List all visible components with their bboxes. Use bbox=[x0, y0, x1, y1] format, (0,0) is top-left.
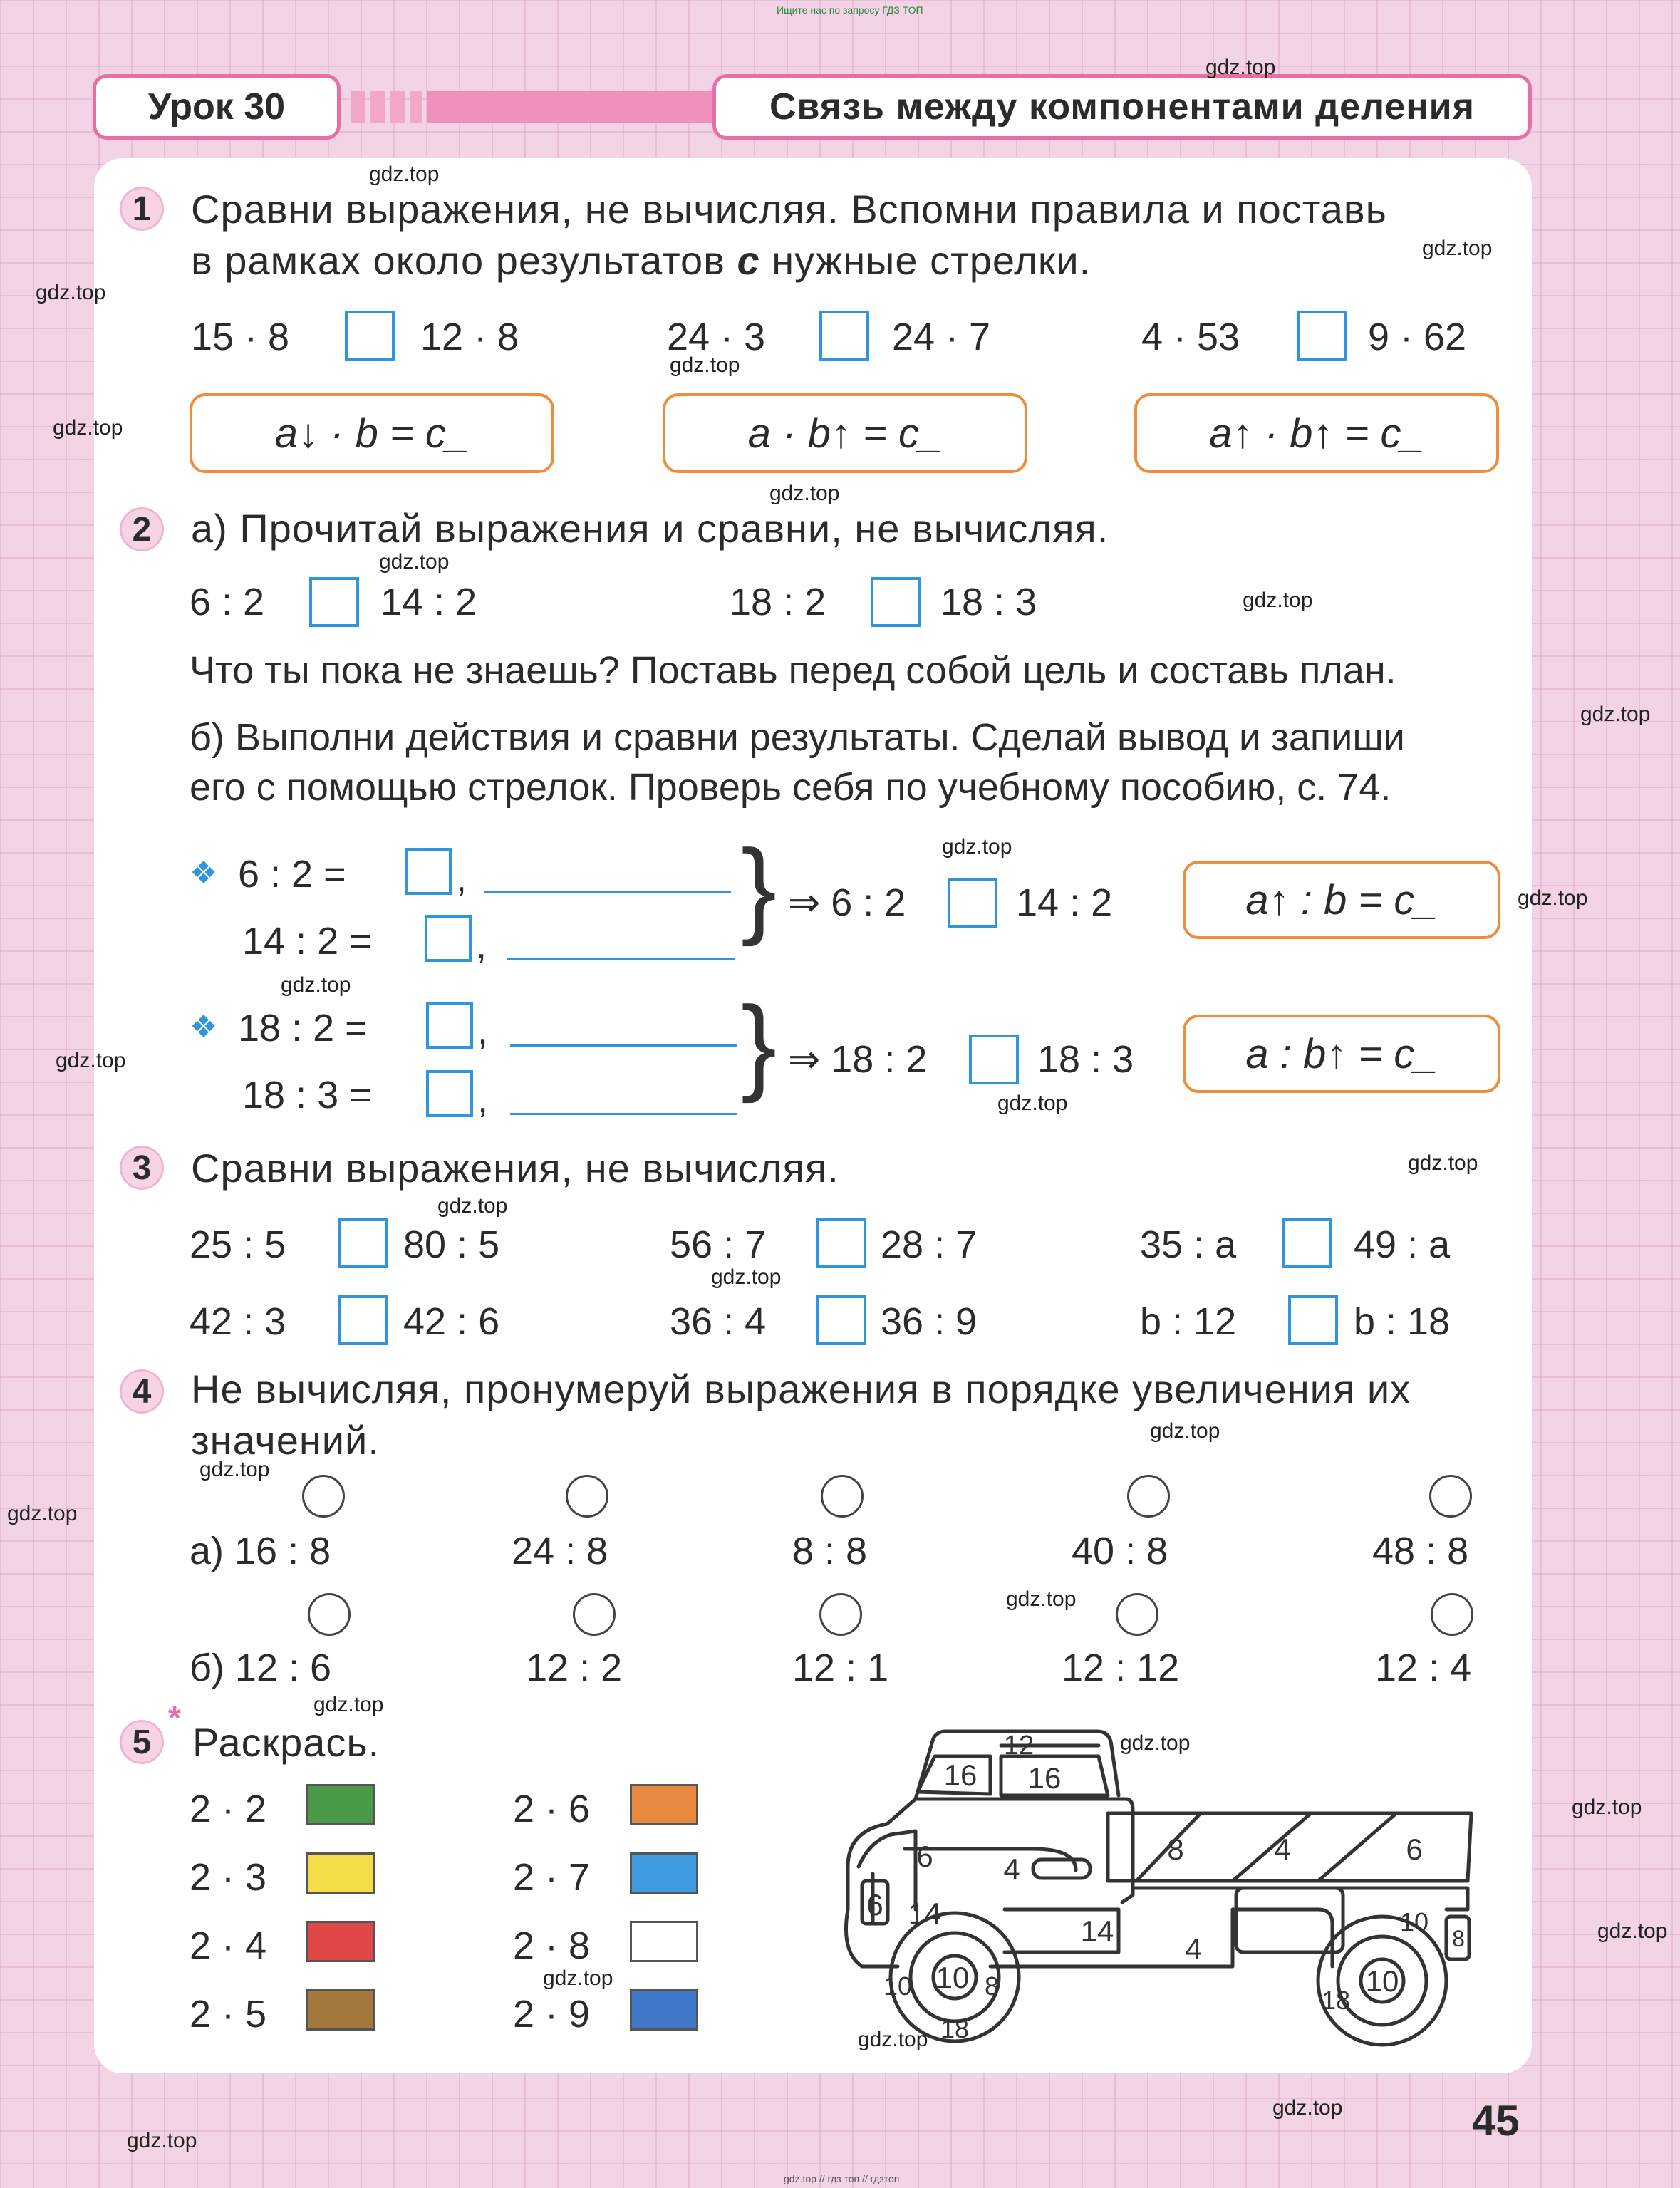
watermark: gdz.top bbox=[543, 1966, 613, 1990]
lesson-title: Связь между компонентами деления bbox=[712, 74, 1532, 140]
expression: 36 : 4 bbox=[670, 1300, 767, 1343]
expression: 42 : 3 bbox=[190, 1300, 286, 1343]
color-swatch-brown bbox=[306, 1989, 375, 2031]
compare-box[interactable] bbox=[345, 311, 395, 361]
expression: 6 : 2 = bbox=[238, 853, 346, 896]
task-number-3: 3 bbox=[120, 1146, 164, 1190]
expression: 18 : 2 bbox=[730, 581, 826, 623]
order-circle[interactable] bbox=[566, 1475, 608, 1518]
watermark: gdz.top bbox=[1272, 2096, 1343, 2120]
compare-box[interactable] bbox=[969, 1035, 1019, 1084]
expression: 28 : 7 bbox=[881, 1223, 978, 1266]
expression: 36 : 9 bbox=[881, 1300, 978, 1343]
expression: 35 : a bbox=[1140, 1223, 1237, 1266]
star-mark: * bbox=[168, 1699, 181, 1736]
page-number: 45 bbox=[1472, 2097, 1520, 2145]
task-number-2: 2 bbox=[120, 507, 164, 551]
order-circle[interactable] bbox=[1431, 1593, 1473, 1636]
expression: 24 · 3 bbox=[667, 316, 766, 358]
comma: , bbox=[477, 1010, 489, 1052]
truck-label: 10 bbox=[883, 1971, 913, 2001]
color-swatch-white bbox=[630, 1921, 698, 1962]
rule-frame[interactable]: a↑ · b↑ = c_ bbox=[1134, 393, 1499, 473]
watermark: gdz.top bbox=[281, 973, 351, 997]
truck-label: 14 bbox=[1080, 1914, 1114, 1948]
comma: , bbox=[477, 1078, 489, 1121]
expression: 24 : 8 bbox=[512, 1530, 608, 1572]
expression: а) 16 : 8 bbox=[190, 1530, 331, 1572]
expression: 49 : a bbox=[1354, 1223, 1451, 1266]
watermark: gdz.top bbox=[670, 353, 740, 377]
truck-label: 16 bbox=[943, 1758, 978, 1792]
order-circle[interactable] bbox=[821, 1475, 864, 1518]
expression: 6 : 2 bbox=[190, 581, 265, 623]
expression: b : 12 bbox=[1140, 1300, 1237, 1343]
diamond-bullet-icon: ❖ bbox=[190, 856, 218, 891]
watermark: gdz.top bbox=[858, 2028, 928, 2051]
legend-expression: 2 · 8 bbox=[513, 1924, 591, 1967]
watermark: gdz.top bbox=[127, 2129, 197, 2152]
expression: 56 : 7 bbox=[670, 1223, 767, 1266]
expression: 9 · 62 bbox=[1368, 316, 1467, 358]
watermark: gdz.top bbox=[942, 835, 1012, 859]
truck-label: 10 bbox=[935, 1961, 970, 1994]
compare-box[interactable] bbox=[816, 1295, 866, 1345]
compare-box[interactable] bbox=[819, 311, 869, 361]
color-swatch-blue bbox=[630, 1989, 698, 2031]
color-swatch-green bbox=[306, 1784, 375, 1825]
watermark: gdz.top bbox=[1408, 1151, 1478, 1175]
task2-a-text: а) Прочитай выражения и сравни, не вычисляя. bbox=[191, 506, 1109, 551]
task5-text: Раскрась. bbox=[192, 1720, 380, 1765]
conclusion-expression: ⇒ 6 : 2 bbox=[788, 881, 906, 924]
order-circle[interactable] bbox=[1429, 1475, 1472, 1518]
truck-label: 8 bbox=[1167, 1832, 1184, 1866]
expression: 24 · 7 bbox=[892, 316, 991, 358]
watermark: gdz.top bbox=[437, 1194, 508, 1218]
legend-expression: 2 · 6 bbox=[513, 1788, 591, 1830]
expression: 8 : 8 bbox=[792, 1530, 868, 1572]
conclusion-expression: 14 : 2 bbox=[1016, 881, 1113, 924]
watermark: gdz.top bbox=[997, 1092, 1068, 1115]
watermark: gdz.top bbox=[36, 281, 106, 304]
expression: 12 : 4 bbox=[1375, 1647, 1472, 1689]
truck-label: 6 bbox=[916, 1840, 933, 1873]
watermark: gdz.top bbox=[379, 550, 450, 574]
truck-label: 10 bbox=[1365, 1964, 1399, 1998]
rule-frame[interactable]: a : b↑ = c_ bbox=[1183, 1015, 1500, 1093]
expression: 18 : 3 = bbox=[242, 1074, 372, 1116]
diamond-bullet-icon: ❖ bbox=[190, 1010, 218, 1044]
task1-text-line2 bbox=[191, 238, 1092, 283]
answer-line[interactable] bbox=[510, 1044, 737, 1047]
order-circle[interactable] bbox=[302, 1475, 345, 1518]
task1-text-part-c: нужные стрелки. bbox=[772, 238, 1092, 283]
truck-label: 4 bbox=[1185, 1932, 1202, 1966]
compare-box[interactable] bbox=[948, 878, 997, 928]
compare-box[interactable] bbox=[816, 1218, 866, 1268]
task-number-4: 4 bbox=[120, 1369, 164, 1414]
truck-label: 18 bbox=[940, 2014, 970, 2043]
watermark: gdz.top bbox=[1243, 589, 1313, 612]
watermark: gdz.top bbox=[1572, 1795, 1642, 1819]
watermark: gdz.top bbox=[313, 1693, 384, 1716]
conclusion-expression: 18 : 3 bbox=[1037, 1038, 1134, 1081]
answer-line[interactable] bbox=[507, 958, 735, 960]
expression: 14 : 2 bbox=[380, 581, 477, 623]
watermark: gdz.top bbox=[1518, 886, 1588, 910]
color-swatch-light-blue bbox=[630, 1852, 698, 1894]
answer-box[interactable] bbox=[425, 915, 472, 962]
watermark: gdz.top bbox=[1006, 1587, 1077, 1611]
order-circle[interactable] bbox=[1127, 1475, 1170, 1518]
truck-label: 4 bbox=[1003, 1852, 1020, 1886]
comma: , bbox=[476, 924, 487, 967]
watermark: gdz.top bbox=[1580, 702, 1651, 726]
truck-coloring-picture[interactable] bbox=[819, 1717, 1503, 2052]
color-swatch-red bbox=[306, 1921, 375, 1962]
order-circle[interactable] bbox=[819, 1593, 862, 1636]
legend-expression: 2 · 4 bbox=[190, 1924, 267, 1967]
top-note: Ищите нас по запросу ГДЗ ТОП bbox=[777, 4, 923, 16]
brace-icon: } bbox=[741, 827, 777, 947]
color-swatch-orange bbox=[630, 1784, 698, 1825]
legend-expression: 2 · 9 bbox=[513, 1993, 591, 2036]
expression: 12 : 12 bbox=[1062, 1647, 1180, 1689]
expression: б) 12 : 6 bbox=[190, 1647, 332, 1689]
watermark: gdz.top bbox=[56, 1049, 126, 1072]
task4-text-line1: Не вычисляя, пронумеруй выражения в порядке увеличения их bbox=[191, 1367, 1411, 1411]
compare-box[interactable] bbox=[338, 1295, 388, 1345]
answer-box[interactable] bbox=[426, 1070, 473, 1117]
watermark: gdz.top bbox=[1150, 1419, 1220, 1443]
compare-box[interactable] bbox=[309, 577, 359, 627]
watermark: gdz.top bbox=[1422, 237, 1493, 260]
lesson-label: Урок 30 bbox=[93, 74, 341, 140]
truck-label: 14 bbox=[908, 1897, 942, 1930]
comma: , bbox=[456, 857, 467, 900]
watermark: gdz.top bbox=[1205, 56, 1276, 79]
compare-box[interactable] bbox=[1288, 1295, 1338, 1345]
compare-box[interactable] bbox=[1282, 1218, 1332, 1268]
color-swatch-yellow bbox=[306, 1852, 375, 1894]
truck-label: 16 bbox=[1027, 1761, 1062, 1795]
rule-frame[interactable]: a↑ : b = c_ bbox=[1183, 861, 1500, 939]
expression: 4 · 53 bbox=[1141, 316, 1240, 358]
truck-cab-body bbox=[848, 1799, 1133, 1909]
legend-expression: 2 · 5 bbox=[190, 1993, 267, 2036]
truck-label: 8 bbox=[984, 1971, 1000, 2001]
truck-label: 8 bbox=[1452, 1926, 1465, 1951]
compare-box[interactable] bbox=[338, 1218, 388, 1268]
legend-expression: 2 · 3 bbox=[190, 1856, 267, 1899]
expression: 12 · 8 bbox=[420, 316, 519, 358]
task1-text-c: с bbox=[737, 238, 760, 283]
task-number-5: 5 bbox=[120, 1720, 164, 1764]
truck-label: 4 bbox=[1274, 1832, 1291, 1866]
watermark: gdz.top bbox=[1120, 1731, 1191, 1755]
task2-b-line1: б) Выполни действия и сравни результаты. Сделай вывод и запиши bbox=[190, 716, 1405, 759]
legend-expression: 2 · 2 bbox=[190, 1788, 267, 1830]
expression: 12 : 1 bbox=[792, 1647, 889, 1689]
task1-text-line1: Сравни выражения, не вычисляя. Вспомни правила и поставь bbox=[191, 187, 1387, 232]
answer-line[interactable] bbox=[510, 1113, 737, 1115]
answer-box[interactable] bbox=[405, 848, 452, 895]
conclusion-expression: ⇒ 18 : 2 bbox=[788, 1038, 928, 1081]
truck-label: 6 bbox=[1406, 1832, 1423, 1866]
rule-frame[interactable]: a · b↑ = c_ bbox=[663, 393, 1027, 473]
truck-label: 10 bbox=[1399, 1907, 1429, 1936]
watermark: gdz.top bbox=[7, 1502, 78, 1525]
watermark: gdz.top bbox=[1597, 1919, 1668, 1943]
watermark: gdz.top bbox=[711, 1265, 782, 1289]
watermark: gdz.top bbox=[53, 416, 123, 440]
watermark: gdz.top bbox=[769, 482, 840, 505]
expression: 15 · 8 bbox=[191, 316, 290, 358]
compare-box[interactable] bbox=[871, 577, 921, 627]
answer-box[interactable] bbox=[426, 1002, 473, 1049]
task4-text-line2: значений. bbox=[191, 1418, 380, 1463]
task3-text: Сравни выражения, не вычисляя. bbox=[191, 1146, 839, 1191]
truck-label: 6 bbox=[866, 1888, 883, 1922]
task1-text-part-a: в рамках около результатов bbox=[191, 238, 725, 283]
expression: 42 : 6 bbox=[403, 1300, 500, 1343]
order-circle[interactable] bbox=[573, 1593, 616, 1636]
order-circle[interactable] bbox=[1116, 1593, 1158, 1636]
task-number-1: 1 bbox=[120, 187, 164, 231]
expression: 40 : 8 bbox=[1072, 1530, 1168, 1572]
compare-box[interactable] bbox=[1297, 311, 1347, 361]
expression: 80 : 5 bbox=[403, 1223, 500, 1266]
order-circle[interactable] bbox=[308, 1593, 351, 1636]
expression: 25 : 5 bbox=[190, 1223, 286, 1266]
truck-label: 18 bbox=[1321, 1986, 1351, 2015]
expression: 18 : 3 bbox=[940, 581, 1037, 623]
watermark: gdz.top bbox=[369, 162, 440, 186]
expression: 48 : 8 bbox=[1372, 1530, 1469, 1572]
truck-label: 12 bbox=[1003, 1731, 1035, 1761]
expression: 14 : 2 = bbox=[242, 920, 372, 963]
header-decor-stripe bbox=[351, 91, 721, 123]
legend-expression: 2 · 7 bbox=[513, 1856, 591, 1899]
expression: b : 18 bbox=[1354, 1300, 1451, 1343]
answer-line[interactable] bbox=[484, 891, 731, 893]
bottom-note: gdz.top // гдз топ // гдзтоп bbox=[784, 2173, 900, 2184]
watermark: gdz.top bbox=[199, 1458, 270, 1481]
task2-question: Что ты пока не знаешь? Поставь перед собой цель и составь план. bbox=[190, 649, 1396, 692]
rule-frame[interactable]: a↓ · b = c_ bbox=[190, 393, 554, 473]
expression: 12 : 2 bbox=[526, 1647, 623, 1689]
task2-b-line2: его с помощью стрелок. Проверь себя по учебному пособию, с. 74. bbox=[190, 766, 1391, 809]
expression: 18 : 2 = bbox=[238, 1007, 368, 1049]
brace-icon: } bbox=[741, 984, 777, 1104]
